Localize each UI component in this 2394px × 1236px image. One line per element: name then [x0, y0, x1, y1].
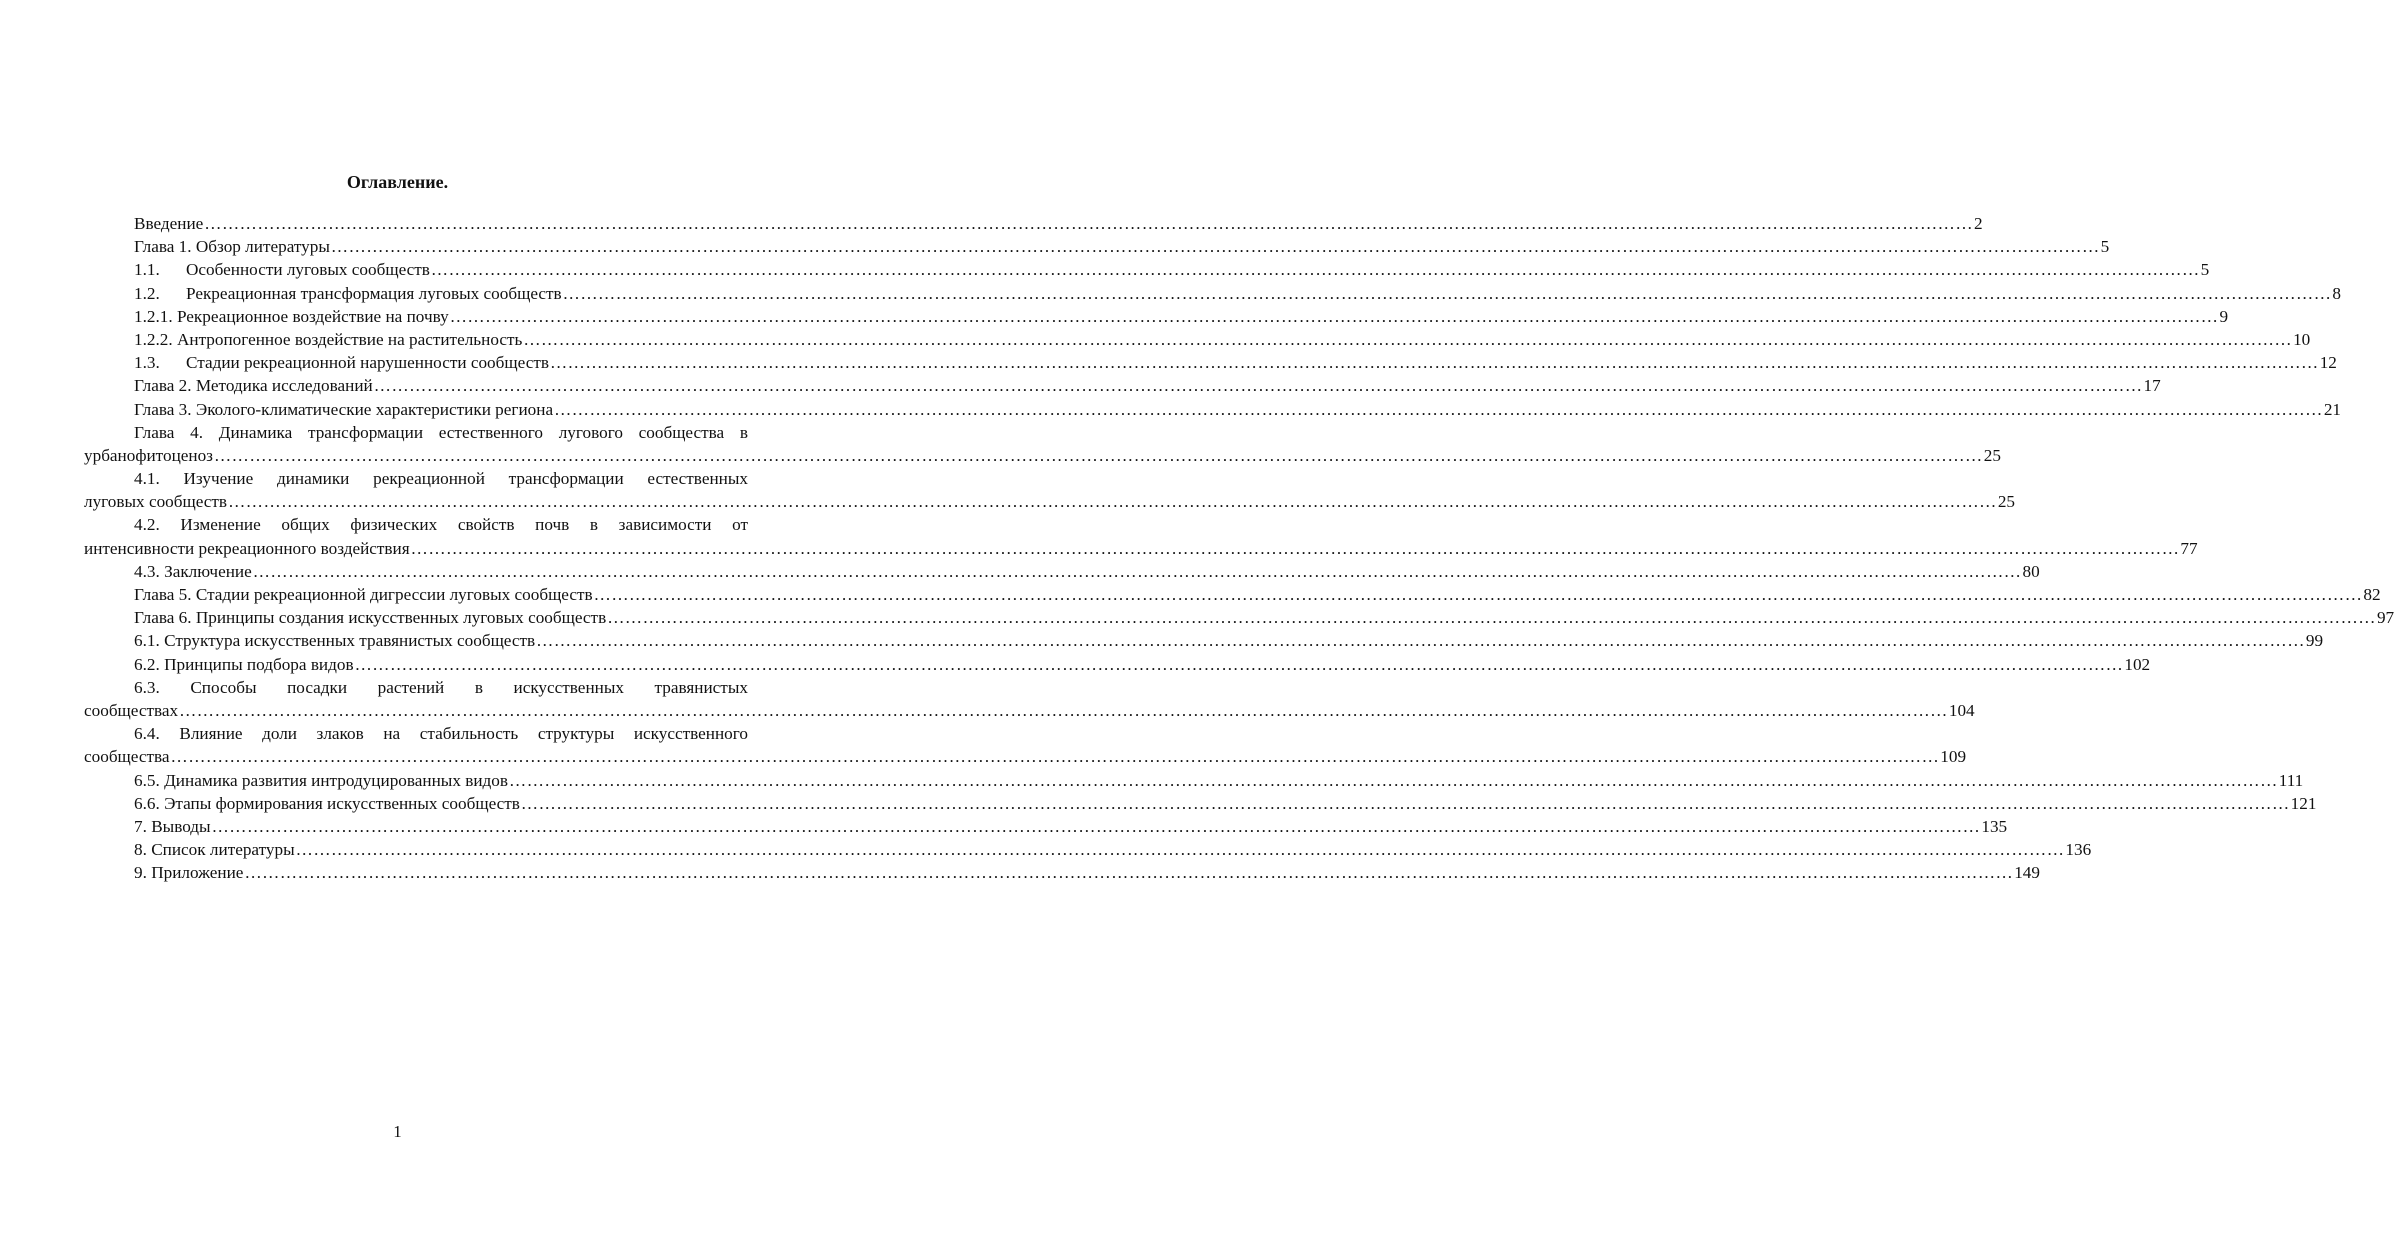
toc-entry-page: 111 [2278, 770, 2304, 790]
toc-entry-label: сообществах [84, 700, 179, 720]
toc-entry-label: 6.1. Структура искусственных травянистых сообществ [134, 631, 536, 651]
toc-entry-page: 5 [2100, 237, 2110, 257]
toc-entry-section-1-3 [84, 351, 2337, 374]
dot-leader: ………………………………………………………………………………………………………………………………………………………………………………………………………………………………………………………………………… [593, 585, 2363, 604]
toc-entry-page: 109 [1940, 747, 1967, 767]
toc-entry-label: Глава 6. Принципы создания искусственных луговых сообществ [134, 608, 607, 628]
toc-entry-section-6-2 [84, 653, 2151, 676]
dot-leader: ………………………………………………………………………………………………………………………………………………………………………………………………………………………………………………………………………… [520, 793, 2290, 813]
toc-entry-section-6-3-line-2 [84, 699, 1975, 722]
toc-entry-label: 6.5. Динамика развития интродуцированных видов [134, 770, 509, 790]
toc-entry-page: 8 [2332, 283, 2342, 303]
toc-entry-label: Рекреационная трансформация луговых сообществ [186, 283, 562, 303]
toc-entry-page: 97 [2376, 608, 2394, 628]
toc-entry-section-6-6 [84, 792, 2317, 815]
toc-entry-label: 1.2.1. Рекреационное воздействие на почву [134, 306, 449, 326]
toc-entry-label: 8. Список литературы [134, 840, 295, 860]
dot-leader: ………………………………………………………………………………………………………………………………………………………………………………………………………………………………………………………………………… [330, 237, 2100, 257]
toc-entry-intro [84, 212, 1983, 235]
toc-entry-page: 104 [1948, 700, 1975, 720]
toc-word: травянистых [654, 677, 748, 697]
toc-entry-label: урбанофитоценоз [84, 445, 213, 465]
toc-entry-label: 1.2.2. Антропогенное воздействие на растительность [134, 329, 523, 349]
toc-entry-label: Введение [134, 214, 204, 233]
dot-leader: ………………………………………………………………………………………………………………………………………………………………………………………………………………………………………………………………………… [354, 654, 2124, 674]
toc-entry-label: 6.6. Этапы формирования искусственных сообществ [134, 793, 520, 813]
toc-word: искусственных [513, 677, 624, 697]
toc-entry-page: 149 [2014, 863, 2040, 883]
toc-entry-label: Глава 5. Стадии рекреационной дигрессии луговых сообществ [134, 585, 593, 604]
toc-entry-page: 82 [2363, 585, 2381, 604]
dot-leader: ………………………………………………………………………………………………………………………………………………………………………………………………………………………………………………………………………… [430, 260, 2200, 280]
toc-entry-page: 25 [1983, 445, 2001, 465]
toc-word: в [474, 677, 483, 697]
toc-entry-chapter-6 [84, 606, 2394, 629]
toc-entry-section-6-1 [84, 629, 2324, 652]
toc-entry-section-4-1-line-1: 4.1. Изучение динамики рекреационной трансформации естественных [134, 469, 748, 489]
toc-entry-number: 1.1. [134, 260, 160, 280]
dot-leader: ………………………………………………………………………………………………………………………………………………………………………………………………………………………………………………………………………… [410, 538, 2180, 558]
toc-entry-label: 7. Выводы [134, 816, 211, 836]
dot-leader: ………………………………………………………………………………………………………………………………………………………………………………………………………………………………………………………………………… [204, 214, 1974, 233]
toc-entry-section-6-5 [84, 769, 2304, 792]
toc-entry-page: 136 [2065, 840, 2092, 860]
dot-leader: ………………………………………………………………………………………………………………………………………………………………………………………………………………………………………………………………………… [562, 283, 2332, 303]
toc-entry-chapter-5 [84, 583, 2381, 606]
toc-entry-label: Глава 3. Эколого-климатические характеристики региона [134, 399, 554, 419]
toc-entry-label: 9. Приложение [134, 863, 244, 883]
toc-entry-label: 4.3. Заключение [134, 561, 252, 581]
dot-leader: ………………………………………………………………………………………………………………………………………………………………………………………………………………………………………………………………………… [536, 631, 2305, 651]
toc-entry-label: Стадии рекреационной нарушенности сообществ [186, 353, 549, 373]
toc-entry-references [84, 838, 2092, 861]
dot-leader: ………………………………………………………………………………………………………………………………………………………………………………………………………………………………………………………………………… [213, 445, 1983, 465]
page-number: 1 [393, 1122, 402, 1141]
dot-leader: ………………………………………………………………………………………………………………………………………………………………………………………………………………………………………………………………………… [554, 399, 2323, 419]
toc-entry-page: 17 [2143, 376, 2161, 396]
toc-entry-section-6-4-line-2 [84, 745, 1967, 768]
toc-entry-section-4-1-line-2 [84, 490, 2015, 513]
toc-entry-section-1-2-2 [84, 328, 2311, 351]
toc-entry-section-1-2 [84, 282, 2342, 305]
toc-entry-page: 99 [2305, 631, 2324, 651]
toc-entry-label: сообщества [84, 747, 170, 767]
dot-leader: ………………………………………………………………………………………………………………………………………………………………………………………………………………………………………………………………………… [244, 863, 2014, 883]
table-of-contents [84, 212, 2394, 884]
toc-entry-label: Глава 1. Обзор литературы [134, 237, 330, 257]
toc-word: 6.3. [134, 677, 160, 697]
dot-leader: ………………………………………………………………………………………………………………………………………………………………………………………………………………………………………………………………………… [607, 608, 2376, 628]
dot-leader: ………………………………………………………………………………………………………………………………………………………………………………………………………………………………………………………………………… [295, 840, 2065, 860]
toc-entry-page: 102 [2124, 654, 2151, 674]
toc-entry-section-4-2-line-2 [84, 537, 2198, 560]
toc-entry-page: 25 [1997, 492, 2015, 512]
toc-entry-chapter-3 [84, 398, 2342, 421]
toc-entry-chapter-4-line-1: Глава 4. Динамика трансформации естественного лугового сообщества в [134, 422, 748, 442]
toc-word: посадки [287, 677, 348, 697]
dot-leader: ………………………………………………………………………………………………………………………………………………………………………………………………………………………………………………………………………… [179, 700, 1948, 720]
toc-entry-section-4-3 [84, 560, 2040, 583]
toc-entry-page: 10 [2293, 329, 2311, 349]
toc-entry-label: Особенности луговых сообществ [186, 260, 430, 280]
dot-leader: ………………………………………………………………………………………………………………………………………………………………………………………………………………………………………………………………………… [228, 492, 1997, 512]
toc-entry-page: 5 [2200, 260, 2210, 280]
toc-entry-section-4-2-line-1: 4.2. Изменение общих физических свойств почв в зависимости от [134, 515, 748, 535]
toc-entry-chapter-4-line-2 [84, 444, 2001, 467]
dot-leader: ………………………………………………………………………………………………………………………………………………………………………………………………………………………………………………………………………… [373, 376, 2143, 396]
toc-entry-section-1-2-1 [84, 305, 2229, 328]
toc-entry-chapter-1 [84, 235, 2110, 258]
toc-entry-page: 121 [2290, 793, 2317, 813]
toc-entry-label: луговых сообществ [84, 492, 228, 512]
toc-word: растений [377, 677, 445, 697]
toc-entry-appendix [84, 861, 2040, 884]
dot-leader: ………………………………………………………………………………………………………………………………………………………………………………………………………………………………………………………………………… [170, 747, 1940, 767]
toc-entry-page: 77 [2180, 538, 2198, 558]
dot-leader: ………………………………………………………………………………………………………………………………………………………………………………………………………………………………………………………………………… [509, 770, 2278, 790]
toc-entry-page: 2 [1974, 214, 1983, 233]
dot-leader: ………………………………………………………………………………………………………………………………………………………………………………………………………………………………………………………………………… [449, 306, 2219, 326]
toc-entry-label: интенсивности рекреационного воздействия [84, 538, 410, 558]
toc-entry-page: 9 [2219, 306, 2229, 326]
toc-entry-conclusions [84, 815, 2008, 838]
toc-entry-number: 1.3. [134, 353, 160, 373]
toc-entry-label: Глава 2. Методика исследований [134, 376, 373, 396]
toc-entry-page: 135 [1981, 816, 2008, 836]
toc-word: Способы [190, 677, 257, 697]
toc-entry-chapter-2 [84, 374, 2161, 397]
toc-entry-page: 80 [2022, 561, 2040, 581]
dot-leader: ………………………………………………………………………………………………………………………………………………………………………………………………………………………………………………………………………… [211, 816, 1981, 836]
toc-entry-section-1-1 [84, 258, 2210, 281]
toc-entry-number: 1.2. [134, 283, 160, 303]
toc-entry-label: 6.2. Принципы подбора видов [134, 654, 354, 674]
toc-entry-section-6-3-line-1 [84, 676, 748, 699]
toc-entry-section-6-4-line-1: 6.4. Влияние доли злаков на стабильность структуры искусственного [134, 724, 748, 744]
toc-entry-page: 12 [2319, 353, 2337, 373]
toc-entry-page: 21 [2323, 399, 2342, 419]
page-title: Оглавление. [346, 172, 449, 192]
dot-leader: ………………………………………………………………………………………………………………………………………………………………………………………………………………………………………………………………………… [549, 353, 2319, 373]
dot-leader: ………………………………………………………………………………………………………………………………………………………………………………………………………………………………………………………………………… [252, 561, 2022, 581]
dot-leader: ………………………………………………………………………………………………………………………………………………………………………………………………………………………………………………………………………… [523, 329, 2293, 349]
